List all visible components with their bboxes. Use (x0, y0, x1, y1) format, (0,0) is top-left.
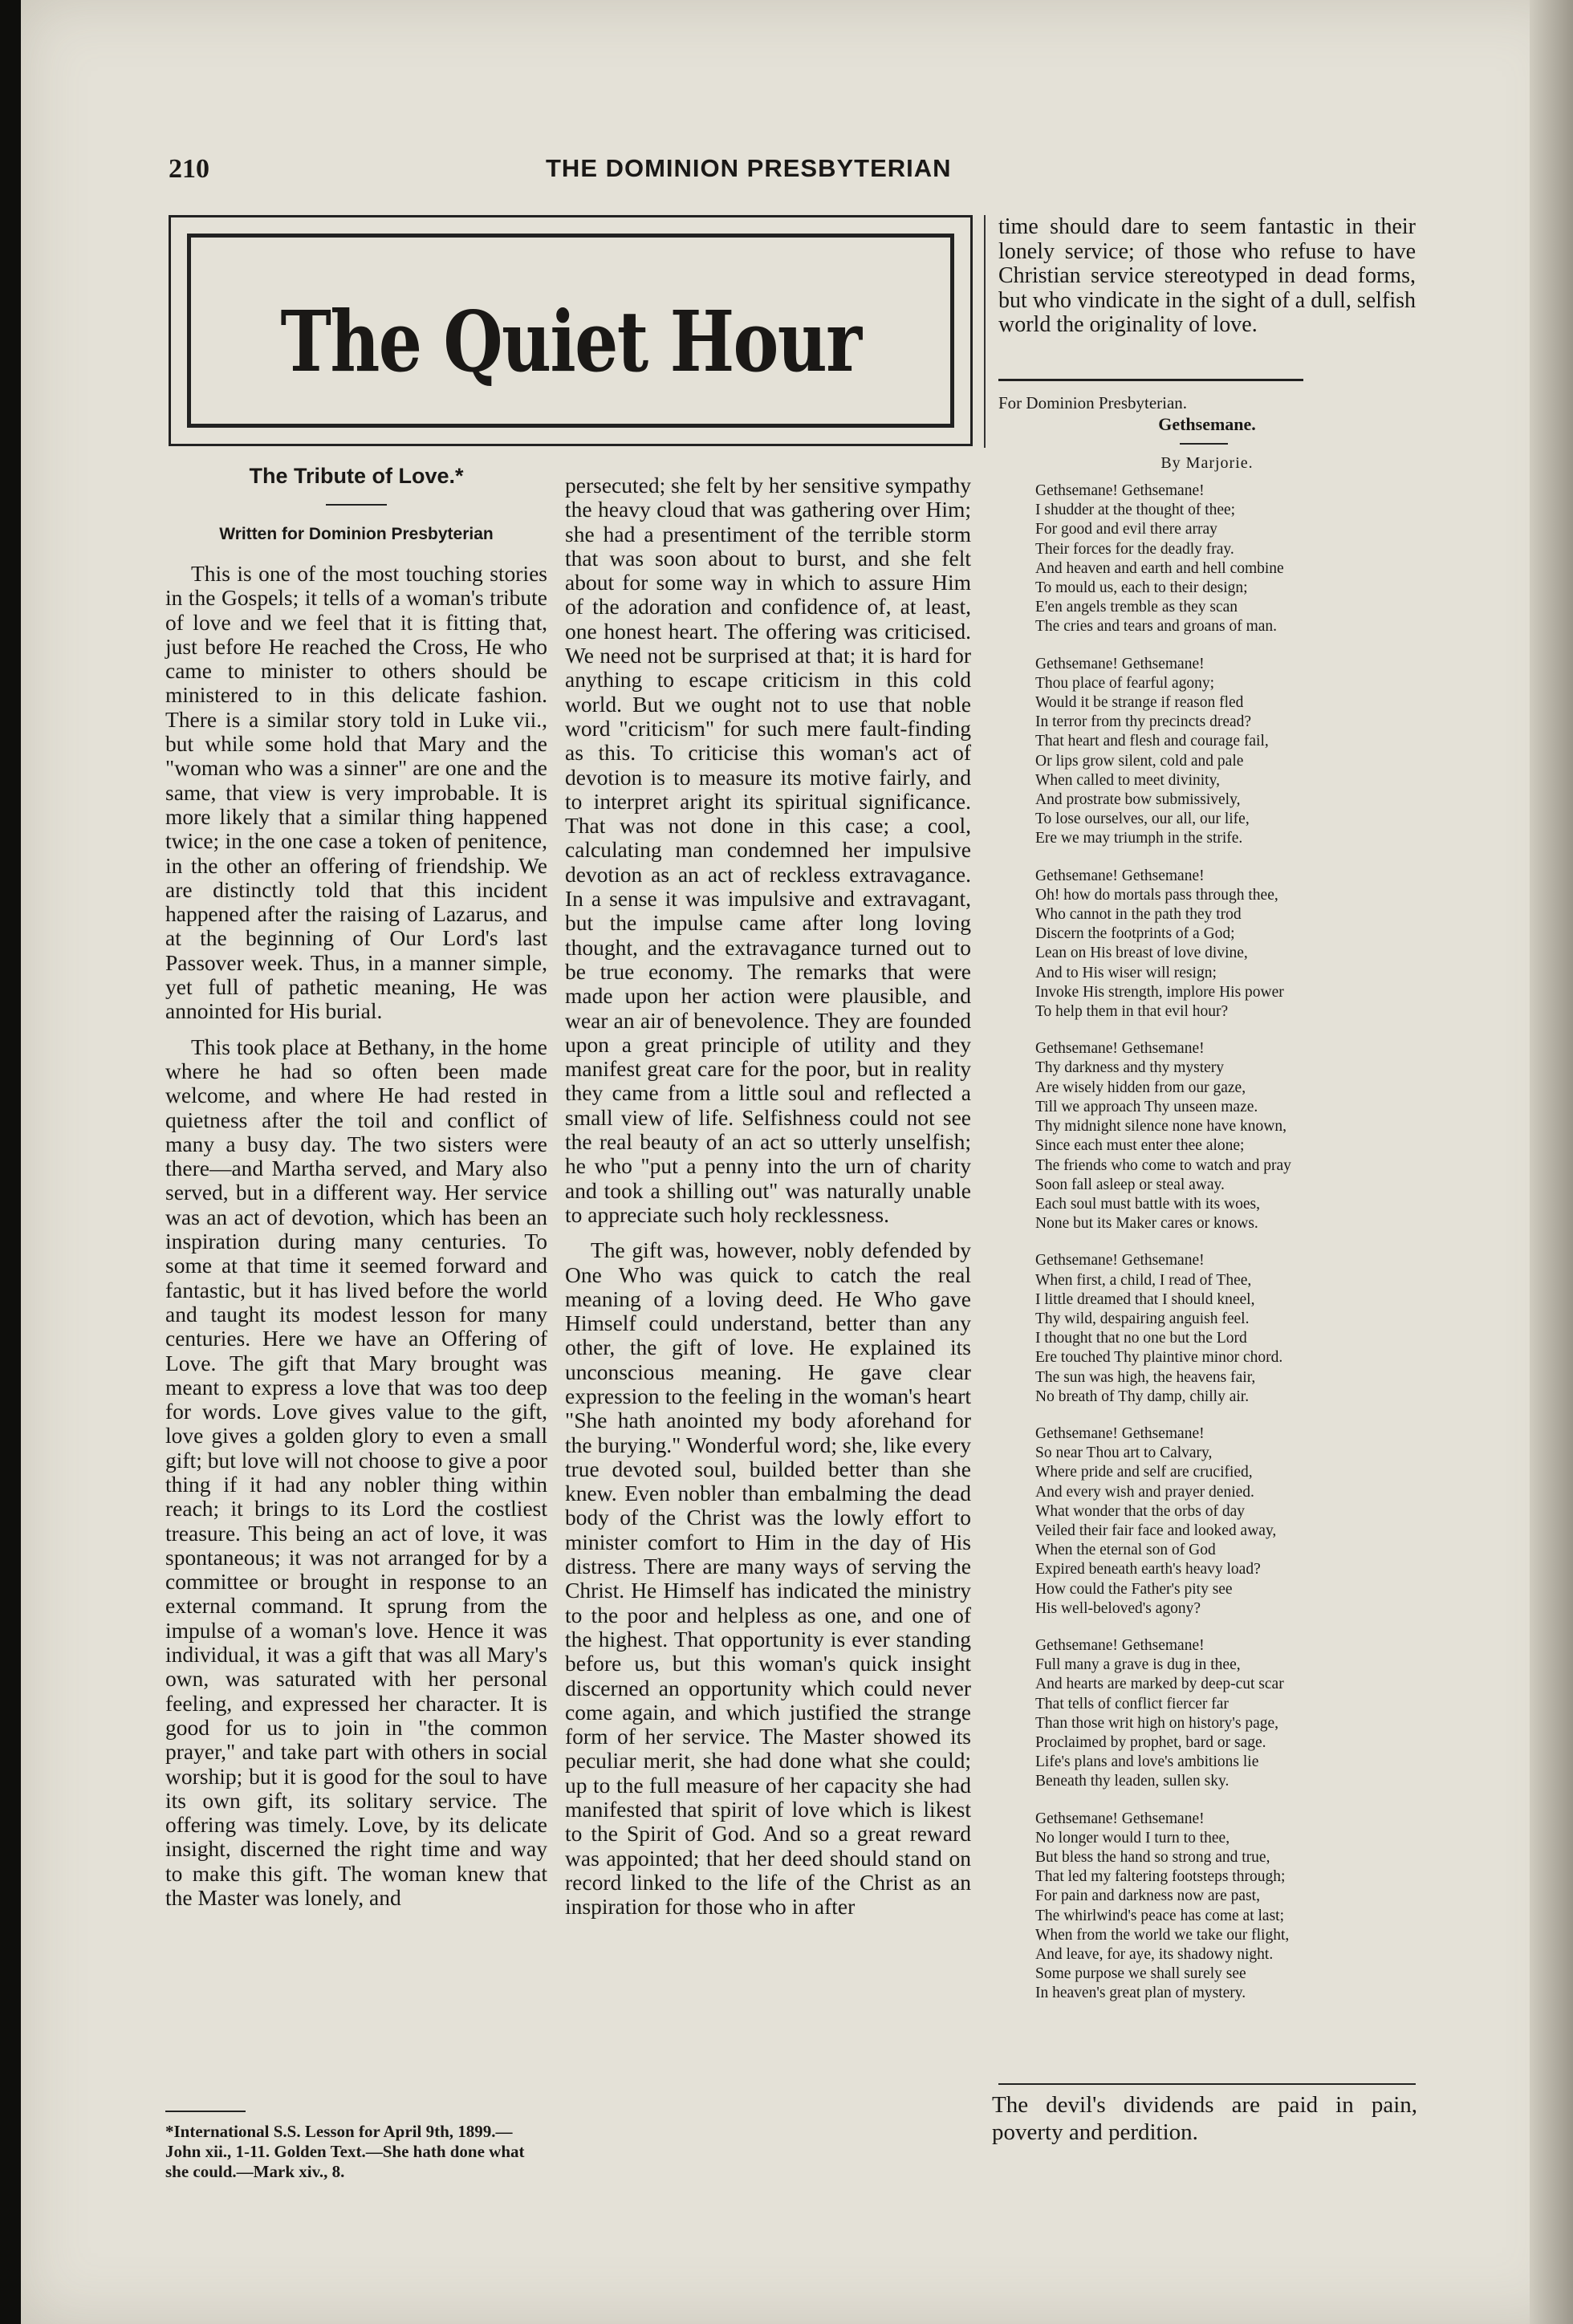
poem-line: What wonder that the orbs of day (1035, 1502, 1246, 1520)
poem-line: Are wisely hidden from our gaze, (1035, 1079, 1246, 1096)
poem-line: How could the Father's pity see (1035, 1580, 1233, 1598)
poem-line: E'en angels tremble as they scan (1035, 599, 1238, 616)
poem-line: But bless the hand so strong and true, (1035, 1849, 1270, 1866)
footnote: *International S.S. Lesson for April 9th, 1899.—John xii., 1-11. Golden Text.—She hath done what she could.—Mark xiv., 8. (165, 2122, 525, 2181)
closing-epigram: The devil's dividends are paid in pain, poverty and perdition. (992, 2092, 1417, 2145)
footnote-rule (165, 2111, 246, 2112)
poem-line: When the eternal son of God (1035, 1542, 1216, 1559)
poem-line: In heaven's great plan of mystery. (1035, 1985, 1246, 2002)
banner-frame (187, 234, 954, 428)
poem-line: I shudder at the thought of thee; (1035, 502, 1236, 519)
poem-line: Gethsemane! Gethsemane! (1035, 1040, 1205, 1058)
poem-line: Since each must enter thee alone; (1035, 1137, 1245, 1155)
poem-line: For pain and darkness now are past, (1035, 1887, 1260, 1905)
poem-line: Thy wild, despairing anguish feel. (1035, 1310, 1250, 1327)
closing-rule (998, 2083, 1416, 2085)
poem-line: Than those writ high on history's page, (1035, 1714, 1279, 1732)
poem-stanza (1035, 867, 1412, 1022)
poem-line: Some purpose we shall surely see (1035, 1965, 1246, 1983)
poem-body (1035, 481, 1412, 2021)
banner-title: The Quiet Hour (280, 292, 861, 391)
poem-stanza (1035, 655, 1412, 849)
poem-line: And to His wiser will resign; (1035, 964, 1217, 981)
poem-line: To help them in that evil hour? (1035, 1003, 1229, 1021)
poem-line: The cries and tears and groans of man. (1035, 618, 1278, 636)
poem-stanza (1035, 1424, 1412, 1619)
title-rule (326, 504, 387, 506)
poem-line: When first, a child, I read of Thee, (1035, 1271, 1252, 1289)
poem-line: Their forces for the deadly fray. (1035, 540, 1234, 558)
poem-line: Beneath thy leaden, sullen sky. (1035, 1773, 1230, 1790)
poem-line: Life's plans and love's ambitions lie (1035, 1753, 1259, 1771)
poem-line: Who cannot in the path they trod (1035, 906, 1242, 924)
poem-line: Ere touched Thy plaintive minor chord. (1035, 1349, 1283, 1367)
poem-line: Ere we may triumph in the strife. (1035, 830, 1243, 847)
poem-title: Gethsemane. (1158, 414, 1256, 434)
article-continuation: time should dare to seem fantastic in their lonely service; of those who refuse to have Christian service stereotyped in dead forms, but who vindicate in the sight of a dull, selfish world the originality of love. (998, 214, 1416, 337)
poem-line: I thought that no one but the Lord (1035, 1330, 1247, 1347)
poem-byline: By Marjorie. (1160, 454, 1254, 472)
poem-line: Gethsemane! Gethsemane! (1035, 1810, 1205, 1827)
poem-line: To mould us, each to their design; (1035, 579, 1248, 597)
poem-line: Or lips grow silent, cold and pale (1035, 752, 1244, 770)
poem-line: Expired beneath earth's heavy load? (1035, 1561, 1261, 1578)
poem-stanza (1035, 1251, 1412, 1407)
section-banner (169, 215, 973, 446)
poem-line: For good and evil there array (1035, 521, 1217, 538)
page-number: 210 (169, 154, 209, 184)
poem-line: That heart and flesh and courage fail, (1035, 733, 1269, 750)
poem-line: Thy darkness and thy mystery (1035, 1059, 1225, 1077)
poem-line: When from the world we take our flight, (1035, 1926, 1290, 1944)
poem-line: No longer would I turn to thee, (1035, 1829, 1230, 1847)
poem-line: Discern the footprints of a God; (1035, 925, 1235, 943)
poem-line: I little dreamed that I should kneel, (1035, 1290, 1255, 1308)
poem-line: Gethsemane! Gethsemane! (1035, 1424, 1205, 1442)
poem-line: None but its Maker cares or knows. (1035, 1215, 1258, 1233)
poem-line: Gethsemane! Gethsemane! (1035, 1252, 1205, 1270)
poem-line: In terror from thy precincts dread? (1035, 713, 1252, 731)
paragraph: This is one of the most touching stories in the Gospels; it tells of a woman's tribute of love and we feel that it is fitting that, just before He reached the Cross, He who came to minister to others should be ministered to in this delicate fashion. There is a similar story told in Luke vii., but while some hold that Mary and the "woman who was a sinner" are one and the same, that view is very improbable. It is more likely that a similar thing happened twice; in the one case a token of penitence, in the other an offering of friendship. We are distinctly told that this incident happened after the raising of Lazarus, and at the beginning of Our Lord's last Passover week. Thus, in a manner simple, yet full of pathetic meaning, He was annointed for His burial. (165, 561, 547, 1024)
poem-line: To lose ourselves, our all, our life, (1035, 811, 1250, 828)
poem-stanza (1035, 481, 1412, 637)
poem-stanza (1035, 1810, 1412, 2004)
poem-line: Would it be strange if reason fled (1035, 694, 1244, 712)
scan-edge (0, 0, 21, 2324)
poem-line: Thy midnight silence none have known, (1035, 1118, 1287, 1136)
poem-line: When called to meet divinity, (1035, 771, 1220, 789)
poem-line: Invoke His strength, implore His power (1035, 983, 1284, 1001)
banner-right-rule (984, 215, 986, 448)
poem-line: The friends who come to watch and pray (1035, 1156, 1291, 1174)
poem-title-rule (1180, 443, 1228, 445)
poem-line: And leave, for aye, its shadowy night. (1035, 1946, 1274, 1964)
poem-line: That tells of conflict fiercer far (1035, 1695, 1229, 1713)
poem-line: Veiled their fair face and looked away, (1035, 1522, 1277, 1539)
article-column-2 (565, 473, 971, 2167)
paragraph: This took place at Bethany, in the home where he had so often been made welcome, and where He had rested in quietness after the toil and conflict of many a busy day. The two sisters were there—and Martha served, and Mary also served, but in a different way. Her service was an act of devotion, which has been an inspiration during many centuries. To some at that time it seemed forward and fantastic, but it has lived before the world and taught its modest lesson for many centuries. Here we have an Offering of Love. The gift that Mary brought was meant to express a love that was too deep for words. Love gives value to the gift, love gives a golden glory to even a small gift; but love will not choose to give a poor thing if it had any nobler thing within reach; it brings to its Lord the costliest treasure. This being an act of love, it was spontaneous; it was not arranged for by a committee or brought in response to an external command. It sprung from the impulse of a woman's love. Hence it was individual, it was a gift that was all Mary's own, was saturated with her personal feeling, and expressed her character. It is good for us to join in "the common prayer," and take part with others in social worship; but it is good for the soul to have its own gift, its solitary service. The offering was timely. Love, by its delicate insight, discerned the right time and way to make this gift. The woman knew that the Master was lonely, and (165, 1034, 547, 1911)
poem-line: That led my faltering footsteps through; (1035, 1868, 1286, 1886)
poem-line: The whirlwind's peace has come at last; (1035, 1907, 1284, 1924)
article-column-1 (165, 561, 547, 1911)
poem-line: Gethsemane! Gethsemane! (1035, 867, 1205, 884)
poem-line: His well-beloved's agony? (1035, 1599, 1201, 1617)
poem-line: And prostrate bow submissively, (1035, 791, 1241, 809)
poem-line: Gethsemane! Gethsemane! (1035, 1636, 1205, 1654)
poem-line: Proclaimed by prophet, bard or sage. (1035, 1733, 1266, 1751)
article-title: The Tribute of Love.* (249, 464, 464, 488)
poem-line: And hearts are marked by deep-cut scar (1035, 1676, 1284, 1693)
poem-credit: For Dominion Presbyterian. (998, 393, 1188, 412)
paragraph: The gift was, however, nobly defended by One Who was quick to catch the real meaning of a loving deed. He Who gave Himself could understand, better than any other, the gift of love. He explained its unconscious meaning. He gave clear expression to the feeling in the woman's heart "She hath anointed my body aforehand for the burying." Wonderful word; she, like every true devoted soul, builded better than she knew. Even nobler than embalming the dead body of the Christ was the lowly effort to minister comfort to Him in the day of His distress. There are many ways of serving the Christ. He Himself has indicated the ministry to the poor and helpless as one, and one of the highest. That opportunity is ever standing before us, but this woman's quick insight discerned an opportunity which could never come again, and which justified the strange form of her service. The Master showed its peculiar merit, she had done what she could; up to the full measure of her capacity she had manifested that spirit of love which is likest to the Spirit of God. And so a great reward was appointed; that her deed should stand on record linked to the life of the Christ as an inspiration for those who in after (565, 1237, 971, 1920)
poem-line: Each soul must battle with its woes, (1035, 1195, 1261, 1213)
poem-line: And every wish and prayer denied. (1035, 1483, 1254, 1501)
running-head: THE DOMINION PRESBYTERIAN (546, 154, 952, 182)
poem-line: Gethsemane! Gethsemane! (1035, 482, 1205, 499)
poem-line: Gethsemane! Gethsemane! (1035, 655, 1205, 672)
poem-line: No breath of Thy damp, chilly air. (1035, 1387, 1250, 1405)
poem-line: Lean on His breast of love divine, (1035, 945, 1248, 962)
poem-line: Till we approach Thy unseen maze. (1035, 1098, 1258, 1115)
poem-stanza (1035, 1636, 1412, 1792)
poem-line: Thou place of fearful agony; (1035, 674, 1215, 692)
poem-stanza (1035, 1039, 1412, 1233)
poem-line: Full many a grave is dug in thee, (1035, 1656, 1241, 1674)
poem-line: So near Thou art to Calvary, (1035, 1444, 1213, 1462)
poem-line: And heaven and earth and hell combine (1035, 559, 1284, 577)
continuation-rule (998, 379, 1303, 381)
poem-line: Oh! how do mortals pass through thee, (1035, 886, 1278, 904)
poem-line: The sun was high, the heavens fair, (1035, 1368, 1256, 1386)
paragraph: persecuted; she felt by her sensitive sympathy the heavy cloud that was gathering over Him; she had a presentiment of the terrible storm that was soon about to burst, and she felt about for some way in which to assure Him of the adoration and confidence of, at least, one honest heart. The offering was criticised. We need not be surprised at that; it is hard for anything to escape criticism in this cold world. But we ought not to use that noble word "criticism" for such mere fault-finding as this. To criticise this woman's act of devotion is to measure its motive fairly, and to interpret aright its spiritual significance. That was not done in this case; a cool, calculating man condemned her impulsive devotion as an act of reckless extravagance. In a sense it was impulsive and extravagant, but the impulse came after long loving thought, and the extravagance turned out to be true economy. The remarks that were made upon her action were plausible, and wear an air of benevolence. They are founded upon a great principle of utility and they manifest great care for the poor, but in reality they came from a little soul and reflected a small view of life. Selfishness could not see the real beauty of an act so utterly unselfish; he who "put a penny into the urn of charity and took a shilling out" was naturally unable to appreciate such holy recklessness. (565, 473, 971, 1227)
binding-edge (1530, 0, 1573, 2324)
poem-line: Soon fall asleep or steal away. (1035, 1176, 1225, 1193)
poem-line: Where pride and self are crucified, (1035, 1464, 1253, 1481)
article-byline: Written for Dominion Presbyterian (219, 525, 494, 543)
